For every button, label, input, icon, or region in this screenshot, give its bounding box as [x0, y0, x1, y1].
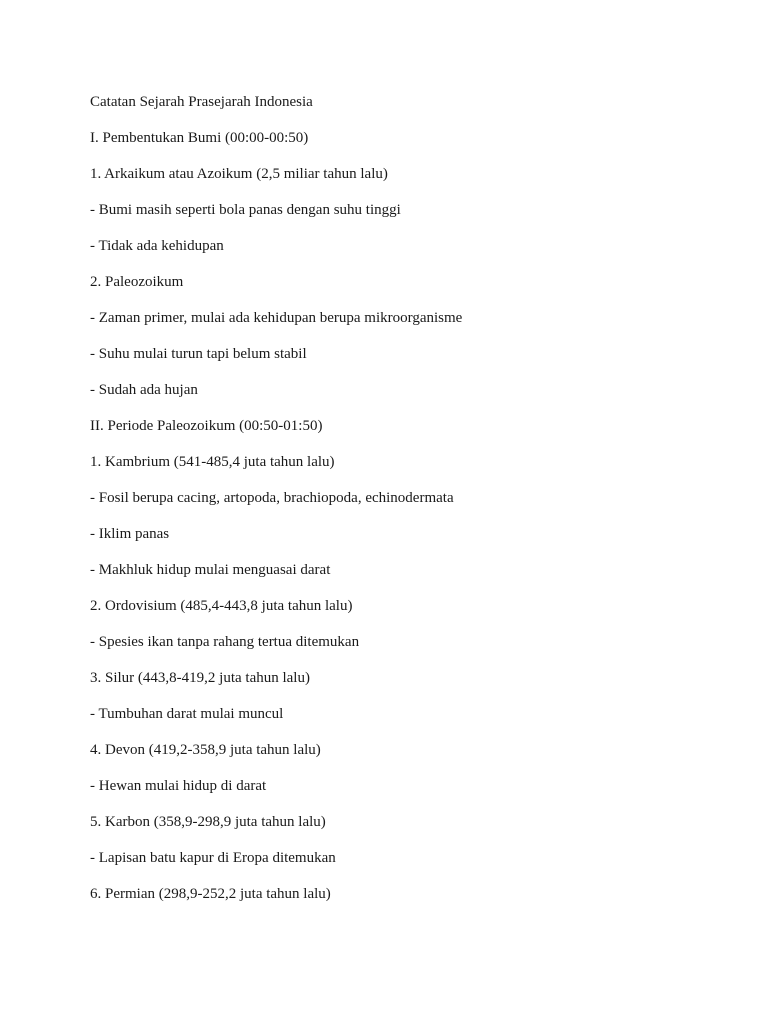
subsection-heading: 5. Karbon (358,9-298,9 juta tahun lalu): [90, 814, 326, 830]
bullet-line: - Sudah ada hujan: [90, 382, 198, 398]
subsection-heading: 4. Devon (419,2-358,9 juta tahun lalu): [90, 742, 321, 758]
bullet-line: - Fosil berupa cacing, artopoda, brachiopoda, echinodermata: [90, 490, 454, 506]
subsection-heading: 1. Kambrium (541-485,4 juta tahun lalu): [90, 454, 335, 470]
document-title: Catatan Sejarah Prasejarah Indonesia: [90, 94, 313, 110]
section-heading: I. Pembentukan Bumi (00:00-00:50): [90, 130, 309, 146]
bullet-line: - Zaman primer, mulai ada kehidupan berupa mikroorganisme: [90, 310, 463, 326]
subsection-heading: 2. Paleozoikum: [90, 274, 184, 290]
bullet-line: - Spesies ikan tanpa rahang tertua ditemukan: [90, 634, 360, 650]
bullet-line: - Tidak ada kehidupan: [90, 238, 224, 254]
bullet-line: - Iklim panas: [90, 526, 170, 542]
bullet-line: - Lapisan batu kapur di Eropa ditemukan: [90, 850, 336, 866]
bullet-line: - Bumi masih seperti bola panas dengan suhu tinggi: [90, 202, 401, 218]
bullet-line: - Makhluk hidup mulai menguasai darat: [90, 562, 331, 578]
document-body: [90, 92, 730, 920]
bullet-line: - Suhu mulai turun tapi belum stabil: [90, 346, 307, 362]
subsection-heading: 3. Silur (443,8-419,2 juta tahun lalu): [90, 670, 310, 686]
section-heading: II. Periode Paleozoikum (00:50-01:50): [90, 418, 323, 434]
subsection-heading: 1. Arkaikum atau Azoikum (2,5 miliar tahun lalu): [90, 166, 388, 182]
bullet-line: - Tumbuhan darat mulai muncul: [90, 706, 284, 722]
subsection-heading: 6. Permian (298,9-252,2 juta tahun lalu): [90, 886, 331, 902]
subsection-heading: 2. Ordovisium (485,4-443,8 juta tahun lalu): [90, 598, 353, 614]
bullet-line: - Hewan mulai hidup di darat: [90, 778, 267, 794]
